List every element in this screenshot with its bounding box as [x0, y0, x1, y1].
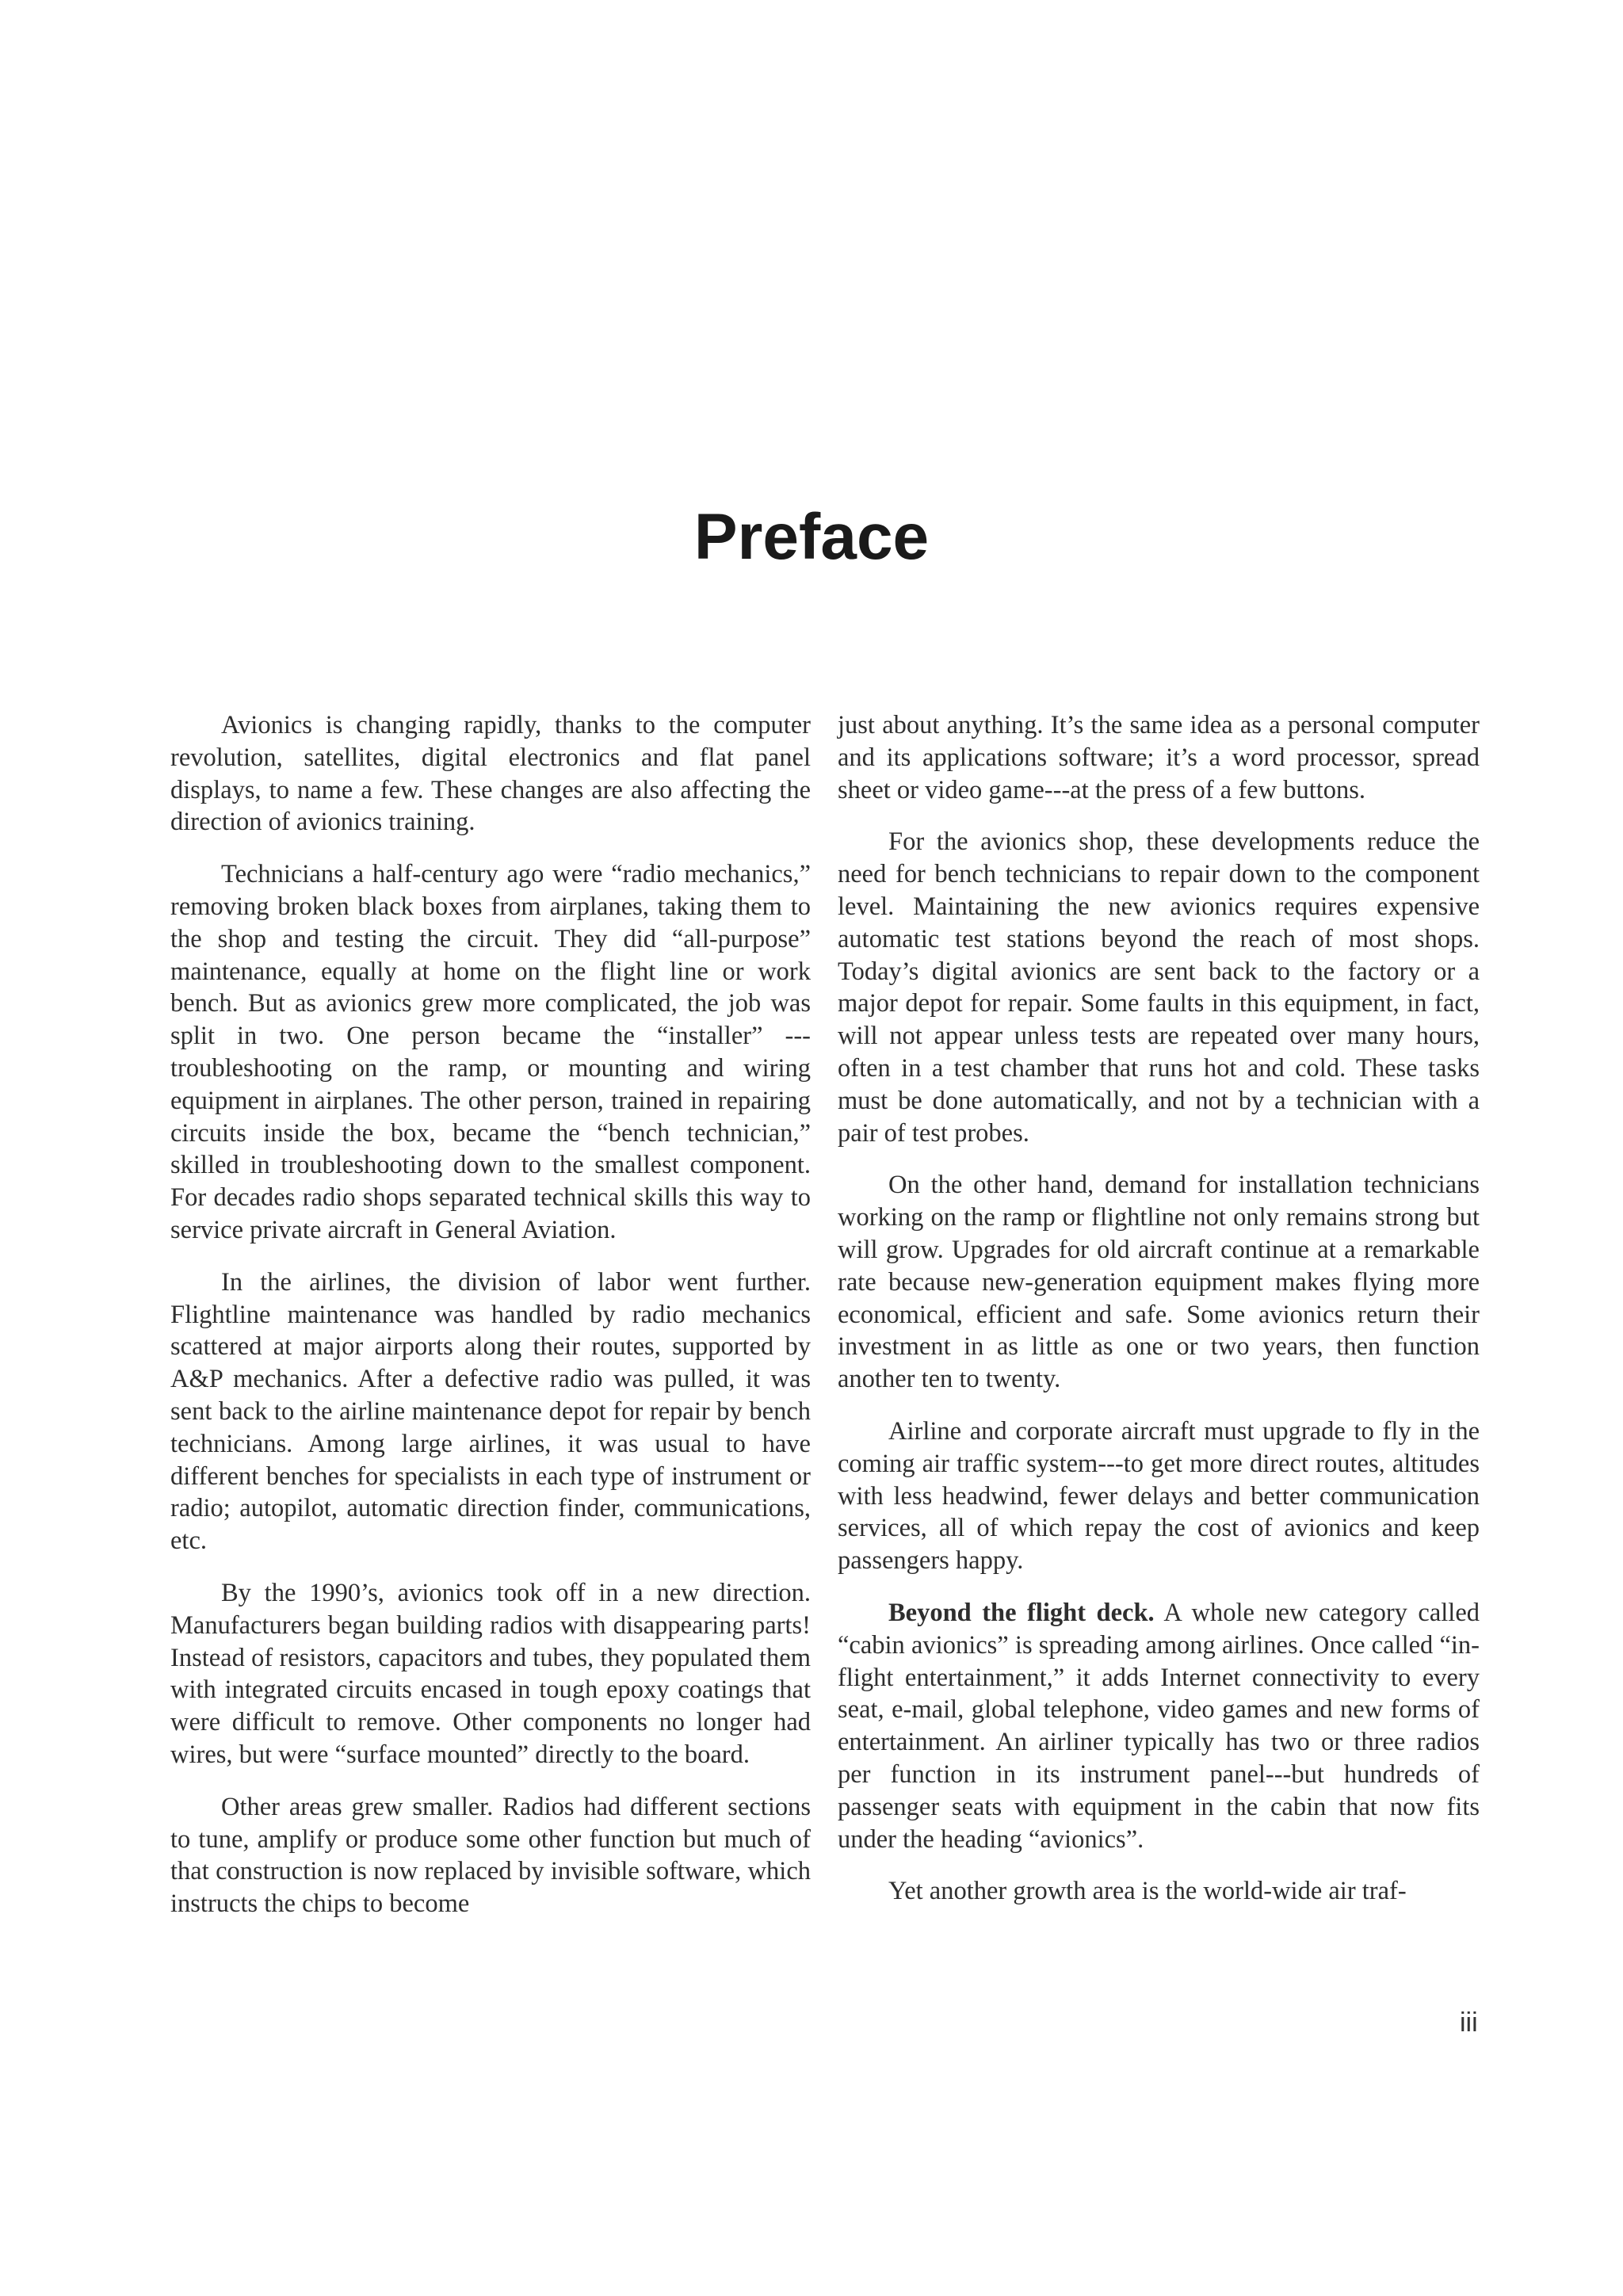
paragraph: In the airlines, the division of labor went further. Flightline maintenance was handled by radio mechanics scattered at major airports along their routes, supported by A&P mechanics. After a defective radio was pulled, it was sent back to the airline maintenance depot for repair by bench technicians. Among large airlines, it was usual to have different benches for specialists in each type of instrument or radio; autopilot, automatic direction finder, communications, etc.: [170, 1267, 811, 1556]
paragraph: Avionics is changing rapidly, thanks to the computer revolution, satellites, digital electronics and flat panel displays, to name a few. These changes are also affecting the direction of avionics training.: [170, 711, 811, 837]
paragraph-lead-text: A whole new category called “cabin avionics” is spreading among airlines. Once called “in-flight entertainment,” it adds Internet connectivity to every seat, e-mail, global telephone, video games and new forms of entertainment. An airliner typically has two or three radios per function in its instrument panel---but hundreds of passenger seats with equipment in the cabin that now fits under the heading “avionics”.: [838, 1598, 1480, 1854]
paragraph-continuation: just about anything. It’s the same idea as a personal computer and its applications software; it’s a word processor, spread sheet or video game---at the press of a few buttons.: [838, 711, 1480, 804]
page-title: Preface: [693, 501, 930, 573]
paragraph: Technicians a half-century ago were “radio mechanics,” removing broken black boxes from airplanes, taking them to the shop and testing the circuit. They did “all-purpose” maintenance, equally at home on the flight line or work bench. But as avionics grew more complicated, the job was split in two. One person became the “installer” ---troubleshooting on the ramp, or mounting and wiring equipment in airplanes. The other person, trained in repairing circuits inside the box, became the “bench technician,” skilled in troubleshooting down to the smallest component. For decades radio shops separated technical skills this way to service private aircraft in General Aviation.: [170, 860, 811, 1244]
paragraph: On the other hand, demand for installation technicians working on the ramp or flightline not only remains strong but will grow. Upgrades for old aircraft continue at a remarkable rate because new-generation equipment makes flying more economical, efficient and safe. Some avionics return their investment in as little as one or two years, then function another ten to twenty.: [838, 1171, 1480, 1394]
paragraph-lead-heading: Beyond the flight deck.: [888, 1598, 1155, 1627]
right-column: [838, 709, 1480, 1927]
paragraph: Yet another growth area is the world-wide air traf-: [888, 1877, 1407, 1906]
paragraph: For the avionics shop, these developments reduce the need for bench technicians to repair down to the component level. Maintaining the new avionics requires expensive automatic test stations beyond the reach of most shops. Today’s digital avionics are sent back to the factory or a major depot for repair. Some faults in this equipment, in fact, will not appear unless tests are repeated over many hours, often in a test chamber that runs hot and cold. These tasks must be done automatically, and not by a technician with a pair of test probes.: [838, 827, 1480, 1148]
paragraph: Airline and corporate aircraft must upgrade to fly in the coming air traffic system---to get more direct routes, altitudes with less headwind, fewer delays and better communication services, all of which repay the cost of avionics and keep passengers happy.: [838, 1416, 1480, 1576]
paragraph: By the 1990’s, avionics took off in a new direction. Manufacturers began building radios with disappearing parts! Instead of resistors, capacitors and tubes, they populated them with integrated circuits encased in tough epoxy coatings that were difficult to remove. Other components no longer had wires, but were “surface mounted” directly to the board.: [170, 1578, 811, 1769]
left-column: [170, 709, 811, 1940]
page-number: iii: [1460, 2008, 1478, 2038]
paragraph: Other areas grew smaller. Radios had different sections to tune, amplify or produce some other function but much of that construction is now replaced by invisible software, which instructs the chips to become: [170, 1792, 811, 1919]
paragraph-beyond-flight-deck: [838, 1597, 1480, 1855]
